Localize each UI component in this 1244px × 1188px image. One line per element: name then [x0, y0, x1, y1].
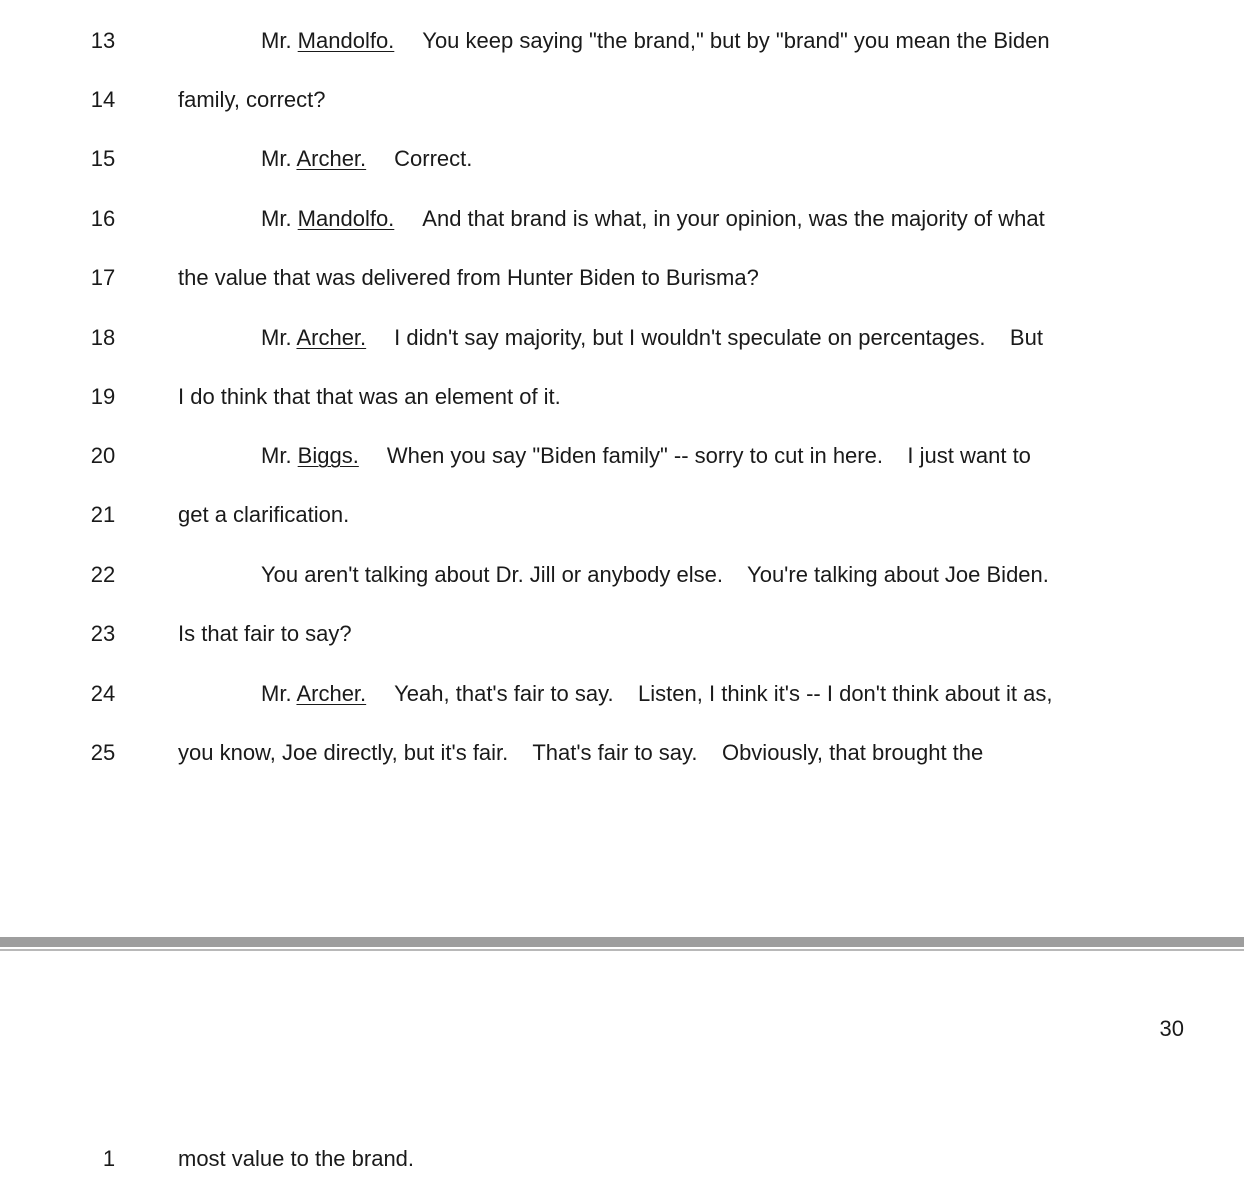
line-number: 14 [90, 87, 116, 112]
page-break-separator [0, 937, 1244, 953]
speaker-prefix: Mr. [261, 146, 297, 171]
page-break-bar [0, 937, 1244, 947]
transcript-line [0, 85, 1244, 115]
speaker-prefix: Mr. [261, 443, 298, 468]
page-break-rule [0, 949, 1244, 951]
transcript-line [0, 679, 1244, 709]
speaker-prefix: Mr. [261, 325, 297, 350]
transcript-line [0, 1144, 1244, 1174]
speaker-name: Archer. [296, 146, 367, 171]
line-text: Is that fair to say? [178, 621, 352, 646]
line-number: 21 [90, 502, 116, 527]
line-text [261, 679, 1052, 709]
transcript-line [0, 204, 1244, 234]
speaker-prefix: Mr. [261, 206, 298, 231]
line-text: the value that was delivered from Hunter Biden to Burisma? [178, 265, 759, 290]
speaker-name: Archer. [296, 681, 367, 706]
transcript-line [0, 560, 1244, 590]
line-text [261, 144, 472, 174]
transcript-line [0, 263, 1244, 293]
transcript-line [0, 323, 1244, 353]
transcript-line [0, 26, 1244, 56]
line-number: 15 [90, 146, 116, 171]
line-text [261, 26, 1050, 56]
line-text: family, correct? [178, 87, 326, 112]
transcript-line [0, 382, 1244, 412]
line-text [261, 323, 1043, 353]
spoken-text: Yeah, that's fair to say. Listen, I think it's -- I don't think about it as, [394, 681, 1053, 706]
spoken-text: Correct. [394, 146, 473, 171]
line-text: You aren't talking about Dr. Jill or anybody else. You're talking about Joe Biden. [261, 562, 1049, 587]
speaker-name: Mandolfo. [297, 206, 395, 231]
speaker-prefix: Mr. [261, 681, 297, 706]
transcript-line [0, 144, 1244, 174]
line-text [261, 204, 1045, 234]
line-number: 1 [102, 1146, 116, 1171]
line-number: 17 [90, 265, 116, 290]
line-text: you know, Joe directly, but it's fair. That's fair to say. Obviously, that brought the [178, 740, 984, 765]
page-number: 30 [1159, 1016, 1184, 1041]
line-number: 13 [90, 28, 116, 53]
spoken-text: You keep saying "the brand," but by "brand" you mean the Biden [422, 28, 1050, 53]
spoken-text: When you say "Biden family" -- sorry to cut in here. I just want to [386, 443, 1031, 468]
line-text: I do think that that was an element of it. [178, 384, 561, 409]
line-text [261, 441, 1031, 471]
speaker-prefix: Mr. [261, 28, 298, 53]
speaker-name: Biggs. [297, 443, 359, 468]
speaker-name: Mandolfo. [297, 28, 395, 53]
line-text: most value to the brand. [178, 1146, 415, 1171]
line-number: 22 [90, 562, 116, 587]
line-text: get a clarification. [178, 502, 350, 527]
line-number: 19 [90, 384, 116, 409]
transcript-line [0, 738, 1244, 768]
spoken-text: I didn't say majority, but I wouldn't speculate on percentages. But [394, 325, 1043, 350]
line-number: 25 [90, 740, 116, 765]
speaker-name: Archer. [296, 325, 367, 350]
line-number: 20 [90, 443, 116, 468]
line-number: 16 [90, 206, 116, 231]
line-number: 24 [90, 681, 116, 706]
spoken-text: And that brand is what, in your opinion, was the majority of what [422, 206, 1045, 231]
line-number: 23 [90, 621, 116, 646]
transcript-line [0, 500, 1244, 530]
transcript-line [0, 441, 1244, 471]
transcript-line [0, 619, 1244, 649]
line-number: 18 [90, 325, 116, 350]
